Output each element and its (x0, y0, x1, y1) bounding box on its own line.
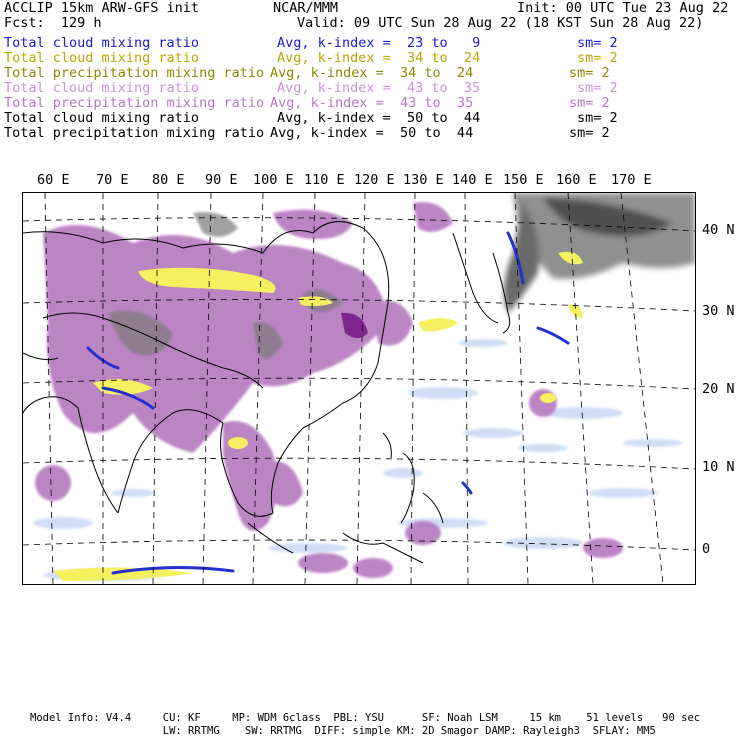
legend-desc: Avg, k-index = 50 to 44 (270, 125, 474, 141)
lon-label: 150 E (503, 172, 544, 188)
model-info: Model Info: V4.4 CU: KF MP: WDM 6class PBL: YSU SF: Noah LSM 15 km 51 levels 90 sec (30, 712, 701, 724)
lat-label: 30 N (702, 303, 735, 319)
lon-label: 70 E (96, 172, 129, 188)
lat-label: 20 N (702, 381, 735, 397)
legend-sm: sm= 2 (577, 110, 618, 126)
legend-field: Total cloud mixing ratio (4, 35, 200, 51)
lon-label: 90 E (205, 172, 238, 188)
model-info-physics: LW: RRTMG SW: RRTMG DIFF: simple KM: 2D Smagor DAMP: Rayleigh3 SFLAY: MM5 (30, 725, 656, 737)
lon-label: 140 E (452, 172, 493, 188)
legend-desc: Avg, k-index = 34 to 24 (277, 50, 481, 66)
lon-label: 110 E (304, 172, 345, 188)
legend-desc: Avg, k-index = 43 to 35 (270, 95, 474, 111)
lon-label: 170 E (611, 172, 652, 188)
legend-desc: Avg, k-index = 43 to 35 (277, 80, 481, 96)
high-cloud-field (504, 193, 695, 313)
lat-label: 40 N (702, 222, 735, 238)
forecast-hour: Fcst: 129 h (4, 15, 102, 31)
legend-field: Total precipitation mixing ratio (4, 95, 265, 111)
legend-sm: sm= 2 (577, 35, 618, 51)
lon-label: 60 E (37, 172, 70, 188)
legend-field: Total precipitation mixing ratio (4, 125, 265, 141)
init-time: Init: 00 UTC Tue 23 Aug 22 (517, 0, 729, 16)
valid-time: Valid: 09 UTC Sun 28 Aug 22 (18 KST Sun 28 Aug 22) (297, 15, 704, 31)
legend-field: Total cloud mixing ratio (4, 110, 200, 126)
legend-field: Total cloud mixing ratio (4, 50, 200, 66)
legend-sm: sm= 2 (569, 65, 610, 81)
legend-sm: sm= 2 (569, 95, 610, 111)
map-plot (23, 193, 695, 584)
lon-label: 100 E (253, 172, 294, 188)
lon-label: 80 E (152, 172, 185, 188)
legend-sm: sm= 2 (569, 125, 610, 141)
legend-sm: sm= 2 (577, 50, 618, 66)
map-panel (22, 192, 696, 585)
legend-desc: Avg, k-index = 23 to 9 (277, 35, 481, 51)
lon-label: 130 E (403, 172, 444, 188)
legend-field: Total precipitation mixing ratio (4, 65, 265, 81)
lat-label: 0 (702, 541, 711, 557)
lat-label: 10 N (702, 459, 735, 475)
lon-label: 120 E (354, 172, 395, 188)
legend-field: Total cloud mixing ratio (4, 80, 200, 96)
legend-sm: sm= 2 (577, 80, 618, 96)
model-title: ACCLIP 15km ARW-GFS init (4, 0, 200, 16)
legend-desc: Avg, k-index = 50 to 44 (277, 110, 481, 126)
legend-desc: Avg, k-index = 34 to 24 (270, 65, 474, 81)
lon-label: 160 E (556, 172, 597, 188)
org-label: NCAR/MMM (273, 0, 339, 16)
